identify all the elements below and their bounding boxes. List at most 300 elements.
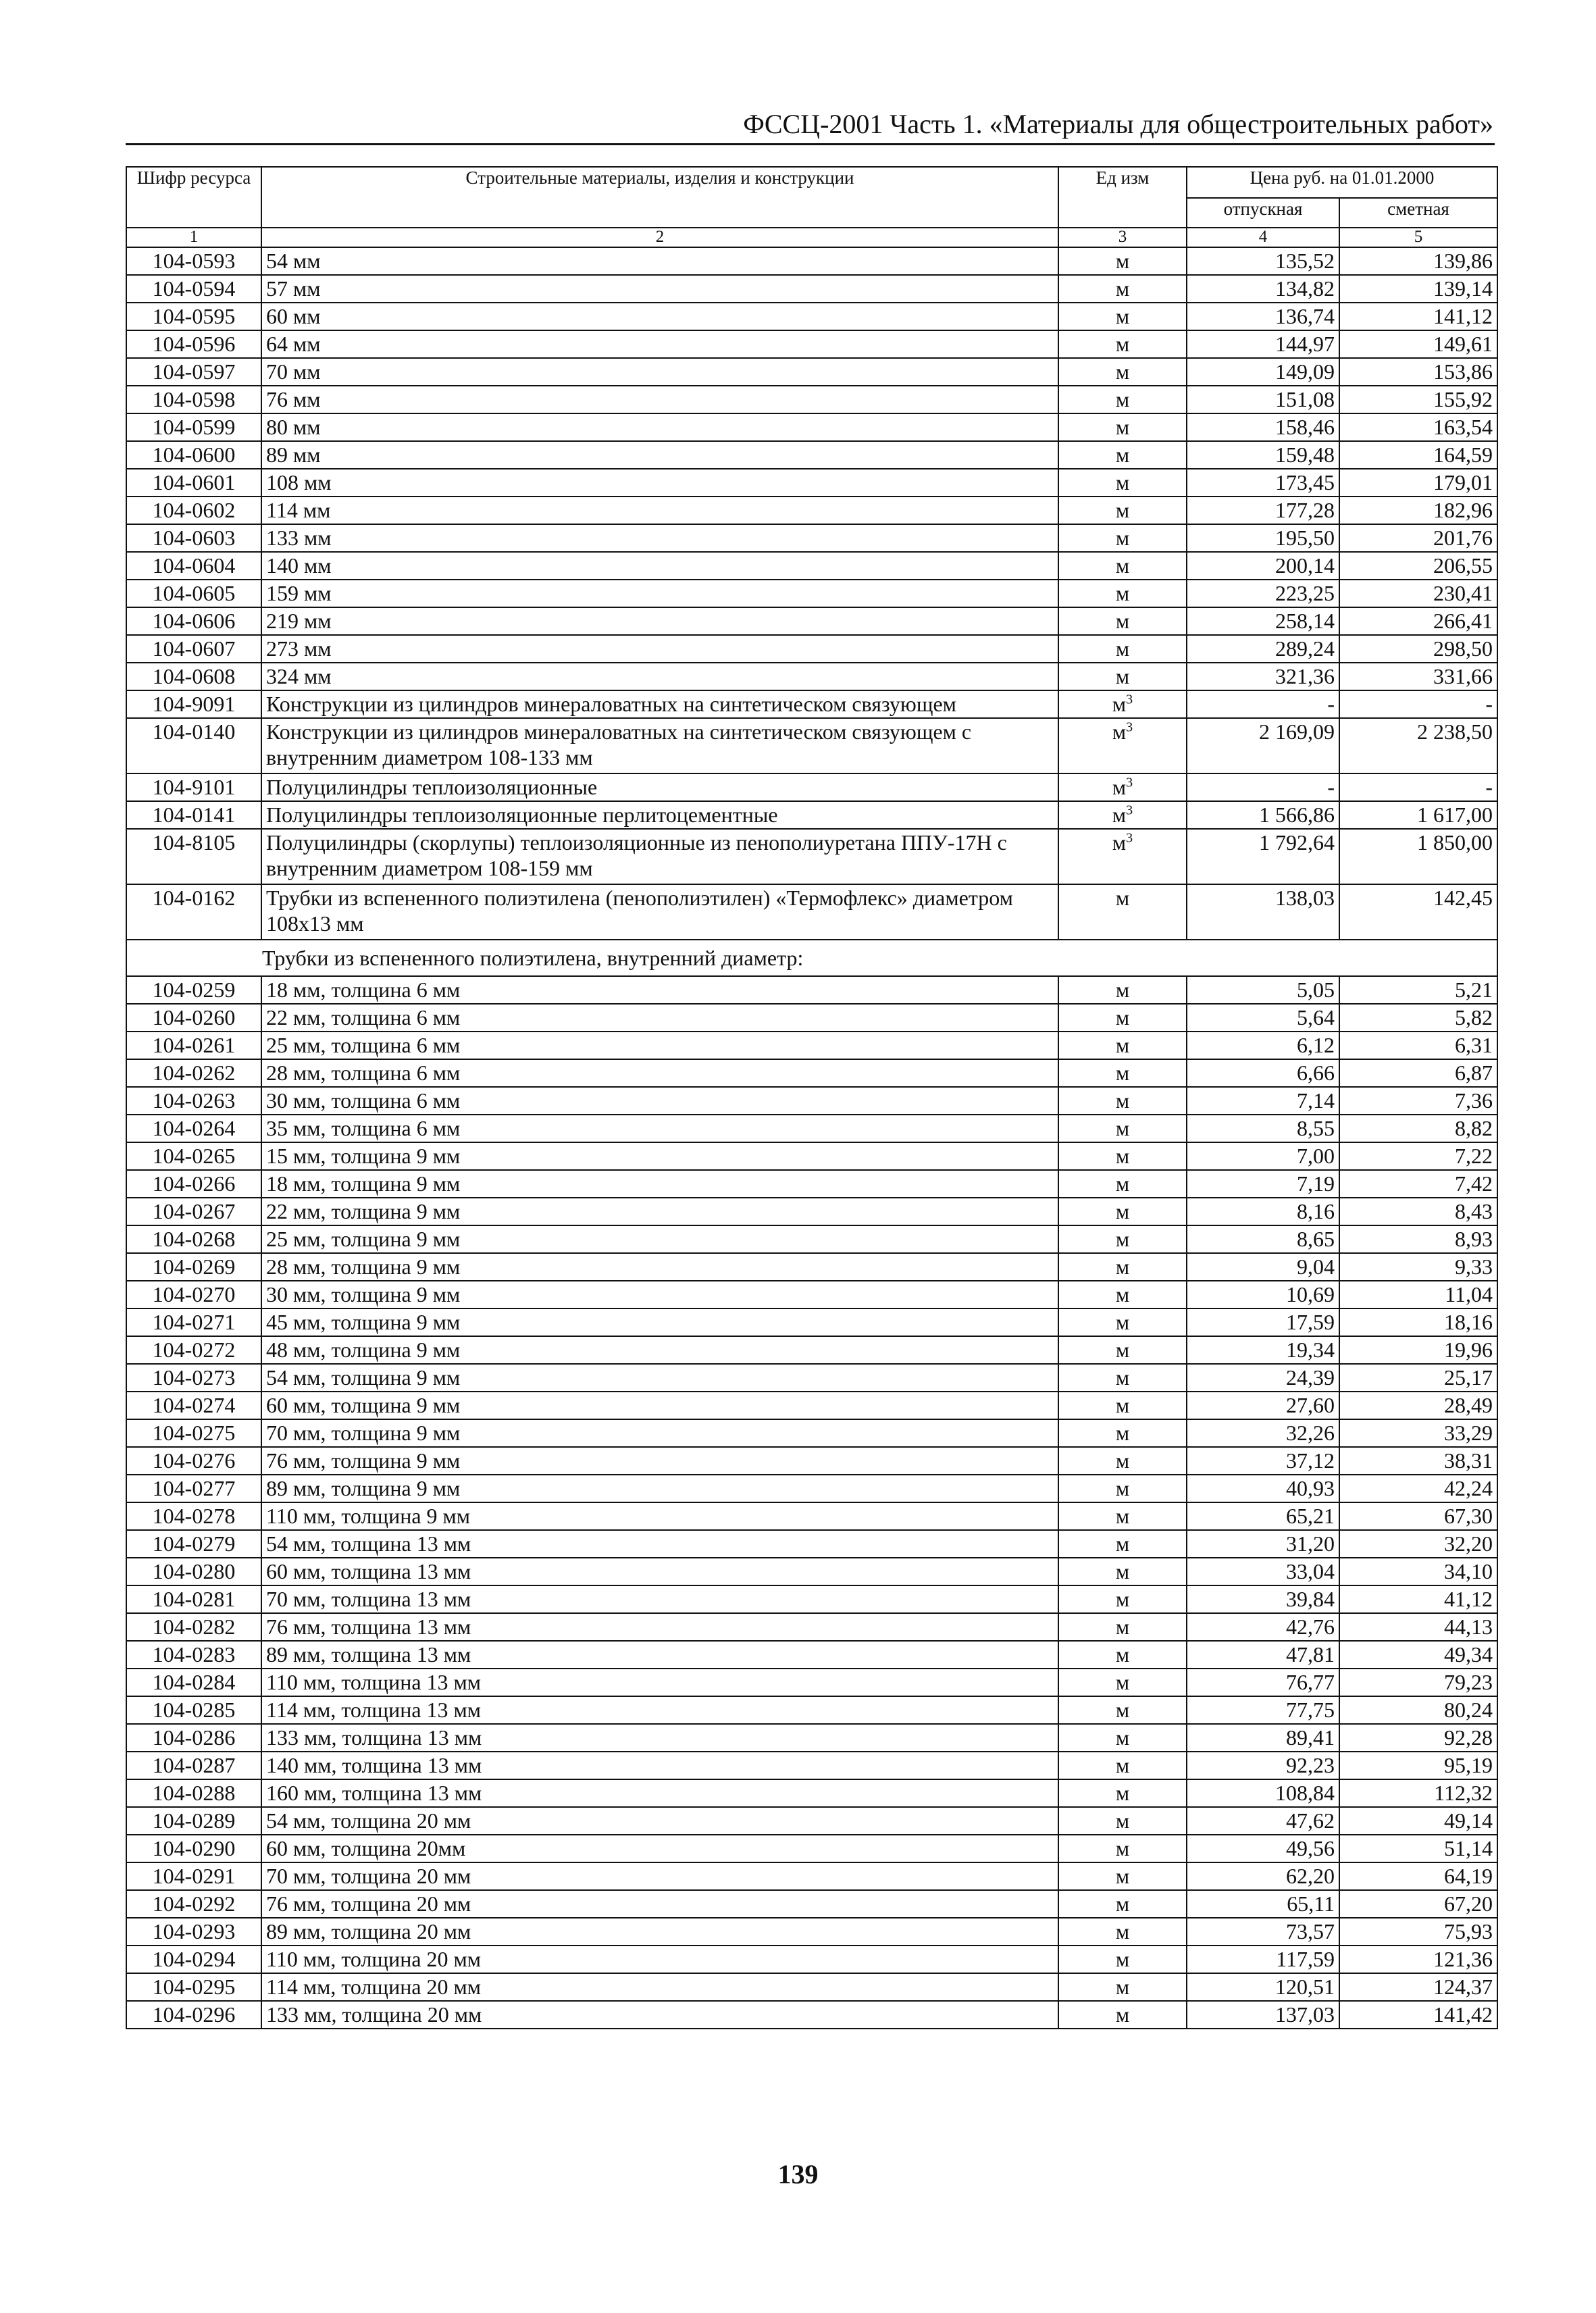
- unit-text: м: [1112, 803, 1127, 827]
- cell-release-price: 19,34: [1187, 1336, 1339, 1364]
- cell-code: 104-0594: [126, 275, 261, 303]
- cell-estimate-price: 206,55: [1339, 552, 1497, 580]
- cell-unit: м: [1058, 1530, 1187, 1558]
- cell-unit: м: [1058, 635, 1187, 663]
- cell-code: 104-0282: [126, 1613, 261, 1641]
- table-row: [126, 1752, 1497, 1779]
- table-row: [126, 1807, 1497, 1835]
- cell-estimate-price: 121,36: [1339, 1946, 1497, 1973]
- cell-name: 76 мм, толщина 13 мм: [261, 1613, 1058, 1641]
- cell-name: Трубки из вспененного полиэтилена (пенополиэтилен) «Термофлекс» диаметром 108х13 мм: [261, 884, 1058, 940]
- table-row: [126, 1225, 1497, 1253]
- cell-estimate-price: 67,30: [1339, 1502, 1497, 1530]
- table-row: [126, 469, 1497, 497]
- header-unit: Ед изм: [1058, 167, 1187, 228]
- cell-unit: м: [1058, 1613, 1187, 1641]
- cell-code: 104-0273: [126, 1364, 261, 1392]
- cell-code: 104-0294: [126, 1946, 261, 1973]
- cell-code: 104-0268: [126, 1225, 261, 1253]
- unit-superscript: 3: [1126, 830, 1133, 846]
- cell-name: 70 мм: [261, 358, 1058, 386]
- cell-name: 70 мм, толщина 20 мм: [261, 1862, 1058, 1890]
- cell-name: 60 мм: [261, 303, 1058, 330]
- cell-release-price: 24,39: [1187, 1364, 1339, 1392]
- cell-release-price: 5,05: [1187, 976, 1339, 1004]
- cell-unit: м: [1058, 524, 1187, 552]
- cell-estimate-price: 164,59: [1339, 441, 1497, 469]
- cell-unit: м: [1058, 1308, 1187, 1336]
- cell-code: 104-0284: [126, 1669, 261, 1696]
- table-row: [126, 524, 1497, 552]
- cell-estimate-price: 67,20: [1339, 1890, 1497, 1918]
- cell-estimate-price: 41,12: [1339, 1585, 1497, 1613]
- cell-unit: м: [1058, 1419, 1187, 1447]
- cell-unit: м: [1058, 1142, 1187, 1170]
- cell-name: Конструкции из цилиндров минераловатных на синтетическом связующем с внутренним диаметром 108-133 мм: [261, 718, 1058, 773]
- table-row: [126, 829, 1497, 884]
- unit-superscript: 3: [1126, 692, 1133, 707]
- cell-name: 60 мм, толщина 20мм: [261, 1835, 1058, 1862]
- cell-code: 104-0601: [126, 469, 261, 497]
- table-row: [126, 1558, 1497, 1585]
- cell-estimate-price: -: [1339, 690, 1497, 718]
- cell-estimate-price: 266,41: [1339, 607, 1497, 635]
- cell-name: 108 мм: [261, 469, 1058, 497]
- cell-release-price: 89,41: [1187, 1724, 1339, 1752]
- table-row: [126, 884, 1497, 940]
- unit-text: м: [1112, 775, 1127, 799]
- cell-unit: м: [1058, 1336, 1187, 1364]
- cell-unit: м: [1058, 1059, 1187, 1087]
- column-number-row: [126, 228, 1497, 247]
- cell-unit: м: [1058, 1890, 1187, 1918]
- cell-release-price: 7,00: [1187, 1142, 1339, 1170]
- cell-release-price: 92,23: [1187, 1752, 1339, 1779]
- cell-unit: м: [1058, 441, 1187, 469]
- cell-unit: м: [1058, 497, 1187, 524]
- cell-name: 30 мм, толщина 6 мм: [261, 1087, 1058, 1115]
- column-number: 4: [1187, 228, 1339, 247]
- cell-name: 54 мм, толщина 20 мм: [261, 1807, 1058, 1835]
- unit-text: м: [1112, 830, 1127, 855]
- cell-estimate-price: 18,16: [1339, 1308, 1497, 1336]
- cell-estimate-price: 44,13: [1339, 1613, 1497, 1641]
- table-row: [126, 1392, 1497, 1419]
- cell-name: 114 мм, толщина 13 мм: [261, 1696, 1058, 1724]
- cell-code: 104-0278: [126, 1502, 261, 1530]
- cell-unit: м: [1058, 413, 1187, 441]
- cell-release-price: 223,25: [1187, 580, 1339, 607]
- cell-release-price: 1 792,64: [1187, 829, 1339, 884]
- cell-release-price: 151,08: [1187, 386, 1339, 413]
- cell-code: 104-0602: [126, 497, 261, 524]
- cell-unit: м: [1058, 976, 1187, 1004]
- cell-name: 110 мм, толщина 9 мм: [261, 1502, 1058, 1530]
- cell-code: 104-0283: [126, 1641, 261, 1669]
- cell-unit: м: [1058, 1225, 1187, 1253]
- cell-code: 104-0280: [126, 1558, 261, 1585]
- cell-name: 89 мм, толщина 20 мм: [261, 1918, 1058, 1946]
- cell-name: 324 мм: [261, 663, 1058, 690]
- cell-release-price: 39,84: [1187, 1585, 1339, 1613]
- cell-name: 25 мм, толщина 9 мм: [261, 1225, 1058, 1253]
- cell-unit: м: [1058, 1032, 1187, 1059]
- cell-estimate-price: 141,42: [1339, 2001, 1497, 2029]
- table-row: [126, 1004, 1497, 1032]
- table-row: [126, 1641, 1497, 1669]
- cell-code: 104-0595: [126, 303, 261, 330]
- cell-code: 104-9101: [126, 773, 261, 801]
- cell-release-price: 117,59: [1187, 1946, 1339, 1973]
- cell-code: 104-0266: [126, 1170, 261, 1198]
- table-row: [126, 773, 1497, 801]
- cell-estimate-price: 1 850,00: [1339, 829, 1497, 884]
- cell-name: Конструкции из цилиндров минераловатных на синтетическом связующем: [261, 690, 1058, 718]
- cell-estimate-price: 92,28: [1339, 1724, 1497, 1752]
- cell-estimate-price: 139,86: [1339, 247, 1497, 275]
- table-row: [126, 1779, 1497, 1807]
- cell-unit: м: [1058, 1198, 1187, 1225]
- cell-estimate-price: 1 617,00: [1339, 801, 1497, 829]
- cell-unit: м: [1058, 607, 1187, 635]
- cell-name: 60 мм, толщина 13 мм: [261, 1558, 1058, 1585]
- cell-name: 89 мм, толщина 9 мм: [261, 1475, 1058, 1502]
- table-row: [126, 718, 1497, 773]
- cell-unit: м: [1058, 1641, 1187, 1669]
- cell-name: 76 мм, толщина 20 мм: [261, 1890, 1058, 1918]
- cell-code: 104-0260: [126, 1004, 261, 1032]
- cell-name: 70 мм, толщина 13 мм: [261, 1585, 1058, 1613]
- cell-release-price: 258,14: [1187, 607, 1339, 635]
- cell-name: 133 мм, толщина 20 мм: [261, 2001, 1058, 2029]
- cell-estimate-price: 5,21: [1339, 976, 1497, 1004]
- cell-unit: м: [1058, 552, 1187, 580]
- table-row: [126, 1032, 1497, 1059]
- cell-unit: м: [1058, 1392, 1187, 1419]
- cell-unit: м: [1058, 469, 1187, 497]
- cell-estimate-price: 6,87: [1339, 1059, 1497, 1087]
- column-number: 3: [1058, 228, 1187, 247]
- cell-estimate-price: 124,37: [1339, 1973, 1497, 2001]
- table-row: [126, 330, 1497, 358]
- table-row: [126, 1059, 1497, 1087]
- cell-name: 114 мм: [261, 497, 1058, 524]
- table-row: [126, 1669, 1497, 1696]
- cell-code: 104-0598: [126, 386, 261, 413]
- table-row: [126, 1530, 1497, 1558]
- cell-release-price: 134,82: [1187, 275, 1339, 303]
- cell-release-price: 49,56: [1187, 1835, 1339, 1862]
- table-row: [126, 303, 1497, 330]
- unit-superscript: 3: [1126, 719, 1133, 735]
- cell-release-price: 289,24: [1187, 635, 1339, 663]
- cell-name: 45 мм, толщина 9 мм: [261, 1308, 1058, 1336]
- cell-unit: м: [1058, 1585, 1187, 1613]
- cell-code: 104-8105: [126, 829, 261, 884]
- cell-name: 60 мм, толщина 9 мм: [261, 1392, 1058, 1419]
- cell-code: 104-0296: [126, 2001, 261, 2029]
- cell-release-price: 177,28: [1187, 497, 1339, 524]
- cell-estimate-price: 95,19: [1339, 1752, 1497, 1779]
- cell-release-price: 33,04: [1187, 1558, 1339, 1585]
- cell-estimate-price: 80,24: [1339, 1696, 1497, 1724]
- cell-unit: м: [1058, 303, 1187, 330]
- cell-release-price: 120,51: [1187, 1973, 1339, 2001]
- cell-release-price: 7,14: [1187, 1087, 1339, 1115]
- cell-estimate-price: 64,19: [1339, 1862, 1497, 1890]
- cell-name: 30 мм, толщина 9 мм: [261, 1281, 1058, 1308]
- cell-name: 110 мм, толщина 20 мм: [261, 1946, 1058, 1973]
- table-row: [126, 1308, 1497, 1336]
- cell-name: 133 мм, толщина 13 мм: [261, 1724, 1058, 1752]
- cell-unit: м: [1058, 1115, 1187, 1142]
- cell-release-price: 40,93: [1187, 1475, 1339, 1502]
- table-row: [126, 1585, 1497, 1613]
- table-head: [126, 167, 1497, 247]
- cell-unit: м: [1058, 580, 1187, 607]
- cell-estimate-price: 8,43: [1339, 1198, 1497, 1225]
- cell-code: 104-0289: [126, 1807, 261, 1835]
- cell-estimate-price: 112,32: [1339, 1779, 1497, 1807]
- cell-release-price: 10,69: [1187, 1281, 1339, 1308]
- header-name: Строительные материалы, изделия и конструкции: [261, 167, 1058, 228]
- cell-unit: м: [1058, 386, 1187, 413]
- cell-release-price: 321,36: [1187, 663, 1339, 690]
- cell-code: 104-0263: [126, 1087, 261, 1115]
- cell-name: Полуцилиндры теплоизоляционные перлитоцементные: [261, 801, 1058, 829]
- cell-code: 104-0605: [126, 580, 261, 607]
- header-rule: [126, 143, 1495, 145]
- cell-name: 273 мм: [261, 635, 1058, 663]
- cell-estimate-price: 155,92: [1339, 386, 1497, 413]
- table-row: [126, 1198, 1497, 1225]
- cell-code: 104-0599: [126, 413, 261, 441]
- table-row: [126, 386, 1497, 413]
- cell-code: 104-0608: [126, 663, 261, 690]
- unit-superscript: 3: [1126, 803, 1133, 818]
- cell-estimate-price: 9,33: [1339, 1253, 1497, 1281]
- cell-code: 104-0286: [126, 1724, 261, 1752]
- cell-unit: [1058, 801, 1187, 829]
- cell-release-price: 6,66: [1187, 1059, 1339, 1087]
- cell-release-price: 9,04: [1187, 1253, 1339, 1281]
- cell-release-price: 135,52: [1187, 247, 1339, 275]
- cell-code: 104-0279: [126, 1530, 261, 1558]
- table-row: [126, 1502, 1497, 1530]
- cell-estimate-price: 141,12: [1339, 303, 1497, 330]
- cell-estimate-price: 201,76: [1339, 524, 1497, 552]
- cell-unit: м: [1058, 1364, 1187, 1392]
- cell-name: 22 мм, толщина 6 мм: [261, 1004, 1058, 1032]
- table-row: [126, 1890, 1497, 1918]
- cell-unit: м: [1058, 358, 1187, 386]
- cell-code: 104-0281: [126, 1585, 261, 1613]
- cell-name: 22 мм, толщина 9 мм: [261, 1198, 1058, 1225]
- cell-estimate-price: 2 238,50: [1339, 718, 1497, 773]
- cell-unit: м: [1058, 1862, 1187, 1890]
- cell-name: 89 мм, толщина 13 мм: [261, 1641, 1058, 1669]
- table-row: [126, 635, 1497, 663]
- table-row: [126, 690, 1497, 718]
- cell-estimate-price: 25,17: [1339, 1364, 1497, 1392]
- table-row: [126, 1724, 1497, 1752]
- table-row: [126, 1835, 1497, 1862]
- table-row: [126, 663, 1497, 690]
- cell-name: 28 мм, толщина 6 мм: [261, 1059, 1058, 1087]
- cell-unit: м: [1058, 1004, 1187, 1032]
- cell-code: 104-9091: [126, 690, 261, 718]
- cell-unit: м: [1058, 1807, 1187, 1835]
- cell-code: 104-0261: [126, 1032, 261, 1059]
- cell-release-price: 6,12: [1187, 1032, 1339, 1059]
- cell-name: 219 мм: [261, 607, 1058, 635]
- price-table: [126, 166, 1498, 2029]
- cell-name: 110 мм, толщина 13 мм: [261, 1669, 1058, 1696]
- cell-code: 104-0606: [126, 607, 261, 635]
- cell-release-price: 137,03: [1187, 2001, 1339, 2029]
- cell-release-price: 158,46: [1187, 413, 1339, 441]
- cell-name: 160 мм, толщина 13 мм: [261, 1779, 1058, 1807]
- cell-unit: м: [1058, 1281, 1187, 1308]
- cell-code: 104-0140: [126, 718, 261, 773]
- cell-unit: м: [1058, 1918, 1187, 1946]
- cell-estimate-price: 8,82: [1339, 1115, 1497, 1142]
- cell-estimate-price: 49,14: [1339, 1807, 1497, 1835]
- cell-release-price: -: [1187, 773, 1339, 801]
- cell-unit: м: [1058, 1447, 1187, 1475]
- cell-estimate-price: -: [1339, 773, 1497, 801]
- cell-code: 104-0288: [126, 1779, 261, 1807]
- cell-name: 140 мм, толщина 13 мм: [261, 1752, 1058, 1779]
- cell-code: 104-0270: [126, 1281, 261, 1308]
- cell-unit: м: [1058, 1253, 1187, 1281]
- cell-unit: м: [1058, 1835, 1187, 1862]
- cell-release-price: 5,64: [1187, 1004, 1339, 1032]
- cell-release-price: 173,45: [1187, 469, 1339, 497]
- cell-estimate-price: 149,61: [1339, 330, 1497, 358]
- cell-unit: м: [1058, 1946, 1187, 1973]
- table-row: [126, 607, 1497, 635]
- table-row: [126, 1115, 1497, 1142]
- cell-estimate-price: 298,50: [1339, 635, 1497, 663]
- cell-estimate-price: 179,01: [1339, 469, 1497, 497]
- column-number: 1: [126, 228, 261, 247]
- cell-code: 104-0596: [126, 330, 261, 358]
- cell-release-price: 32,26: [1187, 1419, 1339, 1447]
- cell-estimate-price: 19,96: [1339, 1336, 1497, 1364]
- cell-unit: м: [1058, 330, 1187, 358]
- table-row: [126, 1862, 1497, 1890]
- cell-estimate-price: 163,54: [1339, 413, 1497, 441]
- cell-unit: м: [1058, 247, 1187, 275]
- cell-release-price: 73,57: [1187, 1918, 1339, 1946]
- cell-release-price: -: [1187, 690, 1339, 718]
- header-code: Шифр ресурса: [126, 167, 261, 228]
- cell-estimate-price: 7,22: [1339, 1142, 1497, 1170]
- cell-name: 15 мм, толщина 9 мм: [261, 1142, 1058, 1170]
- cell-unit: м: [1058, 1475, 1187, 1502]
- cell-release-price: 62,20: [1187, 1862, 1339, 1890]
- cell-estimate-price: 6,31: [1339, 1032, 1497, 1059]
- cell-estimate-price: 42,24: [1339, 1475, 1497, 1502]
- table-row: [126, 1918, 1497, 1946]
- table-row: [126, 1696, 1497, 1724]
- cell-unit: [1058, 690, 1187, 718]
- table-row: [126, 1973, 1497, 2001]
- cell-unit: м: [1058, 2001, 1187, 2029]
- table-row: [126, 2001, 1497, 2029]
- cell-release-price: 17,59: [1187, 1308, 1339, 1336]
- cell-release-price: 136,74: [1187, 303, 1339, 330]
- cell-release-price: 8,16: [1187, 1198, 1339, 1225]
- table-row: [126, 1281, 1497, 1308]
- cell-release-price: 37,12: [1187, 1447, 1339, 1475]
- cell-estimate-price: 33,29: [1339, 1419, 1497, 1447]
- cell-name: 54 мм: [261, 247, 1058, 275]
- cell-code: 104-0290: [126, 1835, 261, 1862]
- cell-estimate-price: 28,49: [1339, 1392, 1497, 1419]
- cell-code: 104-0597: [126, 358, 261, 386]
- cell-estimate-price: 49,34: [1339, 1641, 1497, 1669]
- cell-name: 76 мм: [261, 386, 1058, 413]
- cell-name: 89 мм: [261, 441, 1058, 469]
- cell-estimate-price: 230,41: [1339, 580, 1497, 607]
- cell-unit: м: [1058, 1973, 1187, 2001]
- cell-name: 80 мм: [261, 413, 1058, 441]
- cell-estimate-price: 34,10: [1339, 1558, 1497, 1585]
- cell-code: 104-0262: [126, 1059, 261, 1087]
- column-number: 2: [261, 228, 1058, 247]
- cell-code: 104-0271: [126, 1308, 261, 1336]
- header-release-price: отпускная: [1187, 198, 1339, 228]
- cell-code: 104-0162: [126, 884, 261, 940]
- cell-estimate-price: 142,45: [1339, 884, 1497, 940]
- cell-code: 104-0603: [126, 524, 261, 552]
- cell-name: 64 мм: [261, 330, 1058, 358]
- table-row: [126, 1087, 1497, 1115]
- table-row: [126, 497, 1497, 524]
- cell-name: 54 мм, толщина 9 мм: [261, 1364, 1058, 1392]
- cell-name: 57 мм: [261, 275, 1058, 303]
- cell-release-price: 42,76: [1187, 1613, 1339, 1641]
- table-row: [126, 441, 1497, 469]
- table-row: [126, 1419, 1497, 1447]
- cell-code: 104-0607: [126, 635, 261, 663]
- table-row: [126, 275, 1497, 303]
- unit-text: м: [1112, 692, 1127, 716]
- table-row: [126, 1364, 1497, 1392]
- cell-name: 114 мм, толщина 20 мм: [261, 1973, 1058, 2001]
- cell-code: 104-0277: [126, 1475, 261, 1502]
- cell-code: 104-0593: [126, 247, 261, 275]
- header-price-group: Цена руб. на 01.01.2000: [1187, 167, 1497, 198]
- cell-code: 104-0264: [126, 1115, 261, 1142]
- column-number: 5: [1339, 228, 1497, 247]
- cell-release-price: 65,21: [1187, 1502, 1339, 1530]
- unit-superscript: 3: [1126, 775, 1133, 790]
- cell-estimate-price: 139,14: [1339, 275, 1497, 303]
- table-row: [126, 1447, 1497, 1475]
- cell-code: 104-0600: [126, 441, 261, 469]
- cell-unit: м: [1058, 1752, 1187, 1779]
- cell-release-price: 2 169,09: [1187, 718, 1339, 773]
- cell-name: 25 мм, толщина 6 мм: [261, 1032, 1058, 1059]
- cell-unit: м: [1058, 1087, 1187, 1115]
- cell-code: 104-0269: [126, 1253, 261, 1281]
- cell-unit: м: [1058, 1779, 1187, 1807]
- table-row: [126, 247, 1497, 275]
- cell-unit: [1058, 829, 1187, 884]
